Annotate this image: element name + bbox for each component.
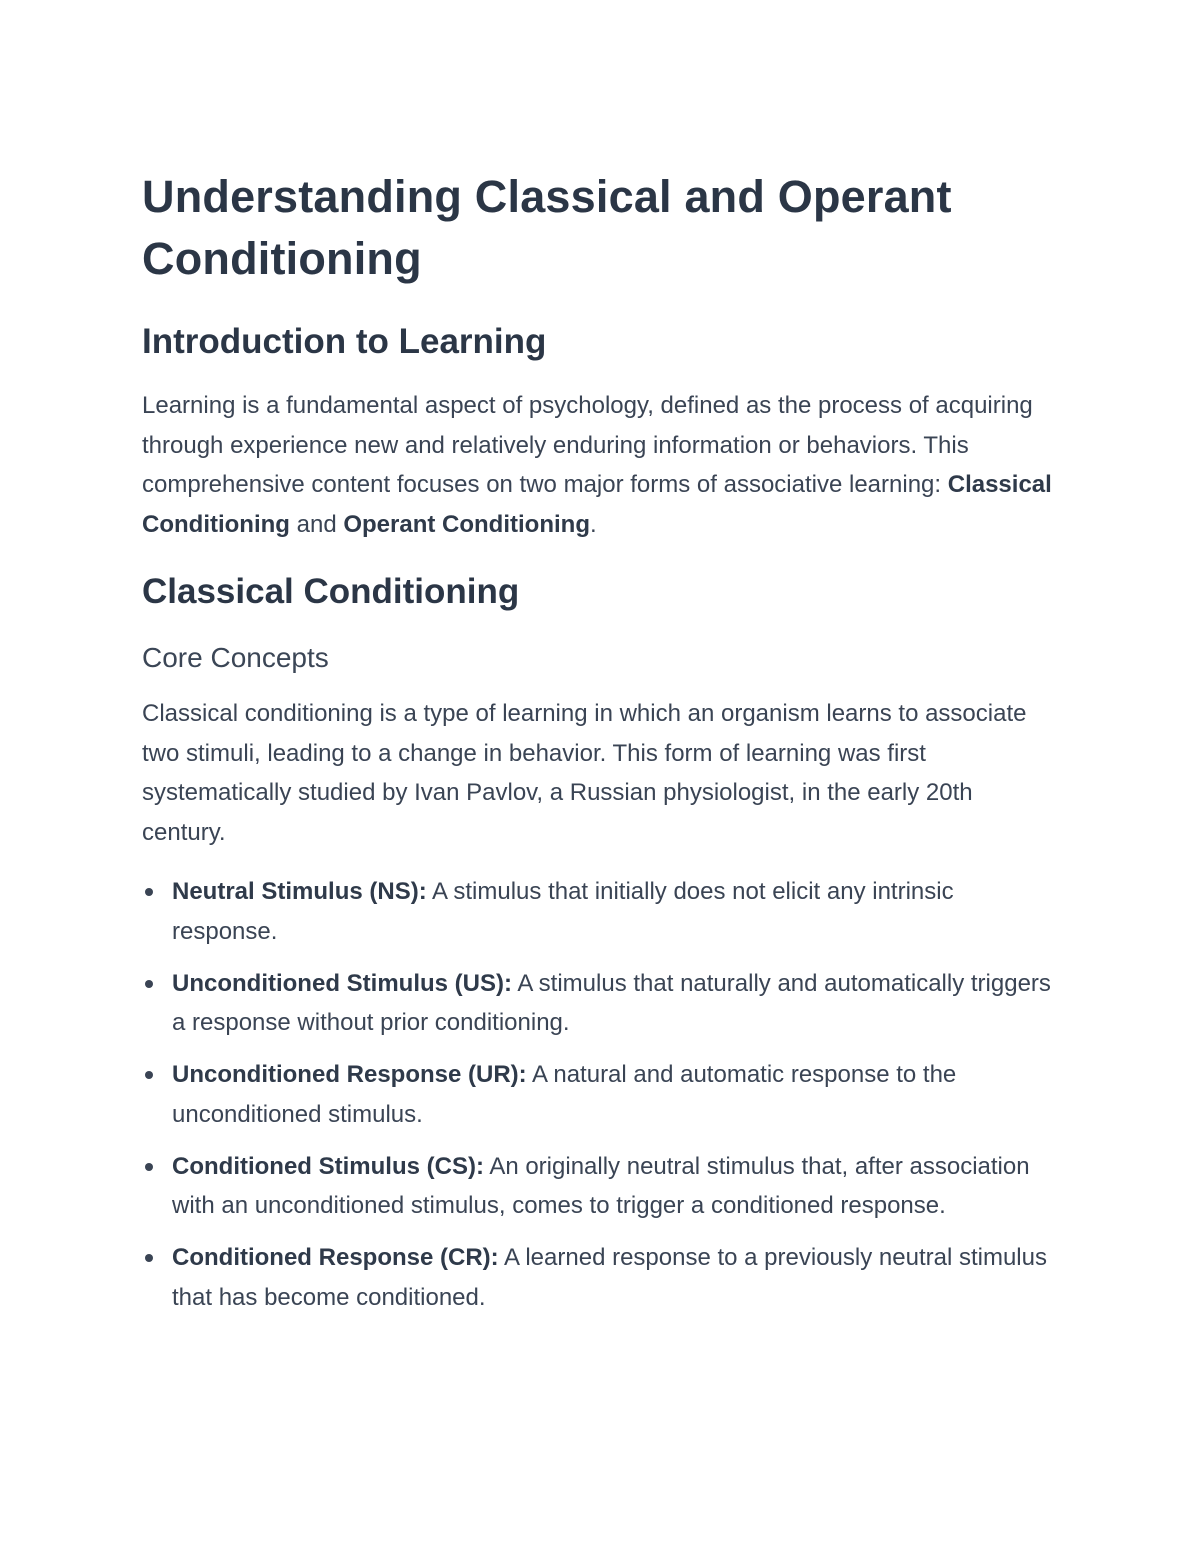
intro-text-after: .	[589, 510, 597, 538]
document-title: Understanding Classical and Operant Conditioning	[142, 171, 952, 284]
list-item-text: A stimulus that naturally and automatically triggers a response without prior conditioning.	[172, 969, 1051, 1036]
list-item-term: Unconditioned Response (UR):	[172, 1061, 527, 1088]
list-item-text: A natural and automatic response to the unconditioned stimulus.	[172, 1061, 957, 1128]
core-concepts-subheading: Core Concepts	[142, 642, 329, 673]
bullet-icon	[145, 1071, 153, 1079]
bullet-icon	[145, 980, 153, 988]
list-item	[142, 872, 1060, 951]
list-item-term: Conditioned Stimulus (CS):	[172, 1152, 484, 1180]
bullet-icon	[145, 888, 153, 896]
intro-text-middle: and	[289, 510, 344, 538]
intro-text-before: Learning is a fundamental aspect of psychology, defined as the process of acquiring through experience new and relatively enduring information or behaviors. This comprehensive content focuses on two major forms of associative learning:	[142, 392, 1033, 498]
list-item	[142, 1055, 1060, 1134]
list-item-term: Unconditioned Stimulus (US):	[172, 969, 512, 997]
list-item	[142, 1238, 1060, 1317]
concept-list	[142, 872, 1060, 1317]
bullet-icon	[145, 1163, 153, 1171]
classical-paragraph: Classical conditioning is a type of learning in which an organism learns to associate two stimuli, leading to a change in behavior. This form of learning was first systematically studied by Ivan Pavlov, a Russian physiologist, in the early 20th century.	[142, 700, 1027, 846]
intro-heading: Introduction to Learning	[142, 322, 547, 361]
list-item	[142, 1147, 1060, 1226]
list-item-text: A learned response to a previously neutral stimulus that has become conditioned.	[172, 1244, 1047, 1311]
classical-heading: Classical Conditioning	[142, 572, 520, 611]
intro-paragraph	[142, 386, 1060, 544]
list-item-text: A stimulus that initially does not elicit any intrinsic response.	[172, 878, 954, 945]
bullet-icon	[145, 1254, 153, 1262]
intro-bold-classical: Classical Conditioning	[142, 471, 1052, 538]
list-item-term: Conditioned Response (CR):	[172, 1244, 499, 1271]
list-item-term: Neutral Stimulus (NS):	[172, 878, 427, 905]
list-item-text: An originally neutral stimulus that, after association with an unconditioned stimulus, comes to trigger a conditioned response.	[172, 1152, 1030, 1219]
intro-bold-operant: Operant Conditioning	[343, 510, 590, 538]
list-item	[142, 964, 1060, 1043]
